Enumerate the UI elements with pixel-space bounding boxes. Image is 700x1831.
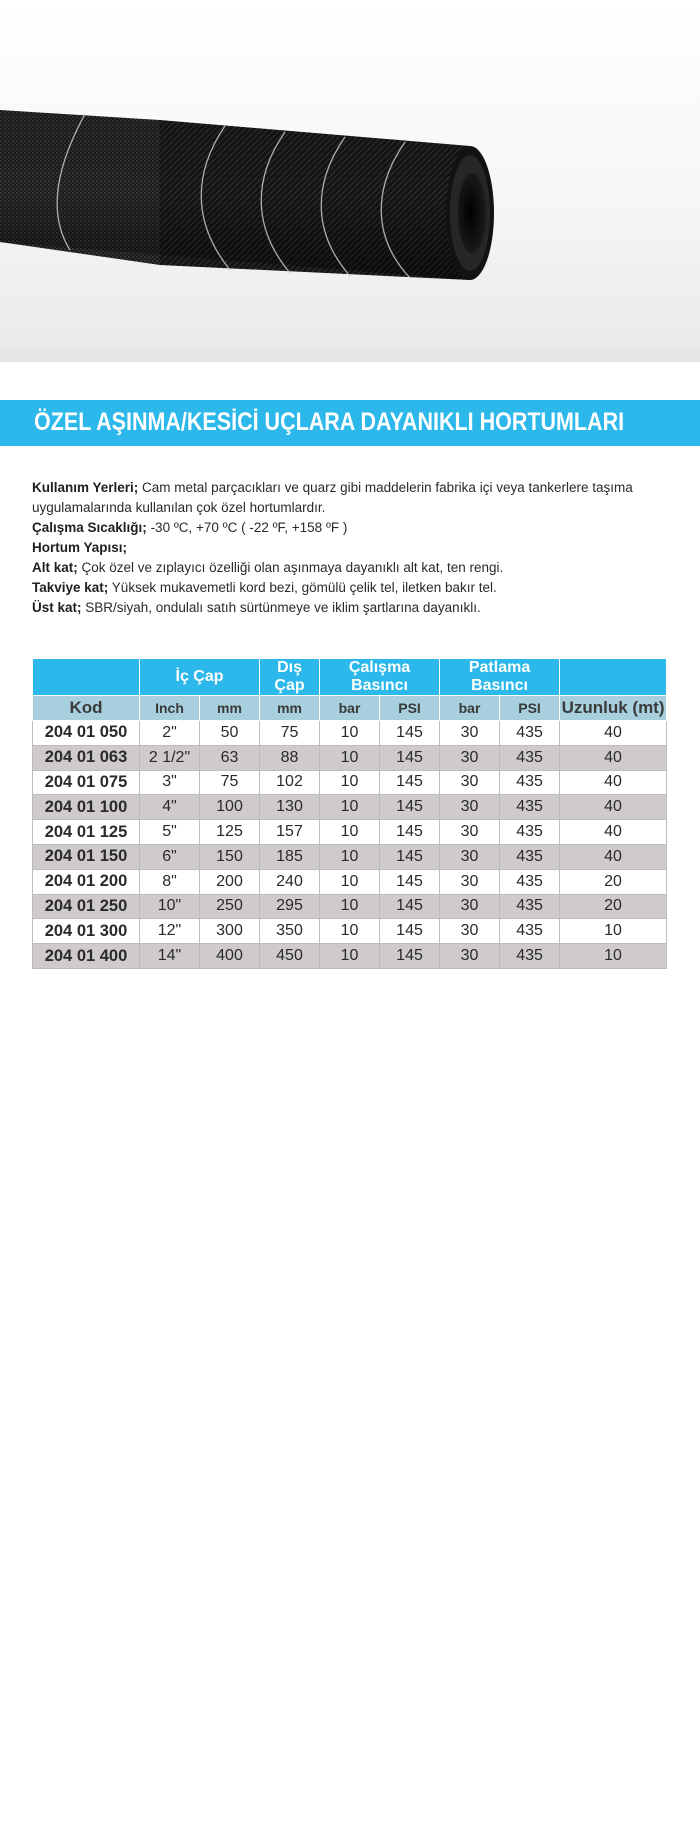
cell-dis: 130	[260, 795, 320, 820]
desc-usage-text: Cam metal parçacıkları ve quarz gibi maddelerin fabrika içi veya tankerlere taşıma uygulamalarında kullanılan çok özel hortumlardır.	[32, 480, 633, 515]
cell-pbar: 30	[440, 820, 500, 845]
subheader-kod: Kod	[33, 696, 140, 721]
desc-inner-layer	[32, 558, 672, 578]
subheader-inch: Inch	[140, 696, 200, 721]
subheader-psi-working: PSI	[380, 696, 440, 721]
header-dis-cap: Dış Çap	[260, 659, 320, 696]
hero-bottom-strip	[0, 350, 700, 362]
cell-inch: 12"	[140, 919, 200, 944]
cell-dis: 102	[260, 770, 320, 795]
cell-inch: 2"	[140, 721, 200, 746]
table-group-header	[33, 659, 667, 696]
cell-kod: 204 01 250	[33, 894, 140, 919]
cell-mm: 250	[200, 894, 260, 919]
cell-ppsi: 435	[500, 820, 560, 845]
desc-structure	[32, 538, 672, 558]
cell-mm: 75	[200, 770, 260, 795]
table-row	[33, 944, 667, 969]
title-banner	[0, 400, 700, 446]
cell-ppsi: 435	[500, 944, 560, 969]
cell-cbar: 10	[320, 770, 380, 795]
cell-cpsi: 145	[380, 919, 440, 944]
cell-mm: 63	[200, 745, 260, 770]
spec-table	[32, 658, 667, 969]
cell-uzunluk: 40	[560, 844, 667, 869]
desc-temperature	[32, 518, 672, 538]
cell-cpsi: 145	[380, 894, 440, 919]
cell-cpsi: 145	[380, 745, 440, 770]
cell-kod: 204 01 125	[33, 820, 140, 845]
table-row	[33, 795, 667, 820]
cell-inch: 8"	[140, 869, 200, 894]
header-empty-right	[560, 659, 667, 696]
cell-mm: 400	[200, 944, 260, 969]
cell-mm: 300	[200, 919, 260, 944]
cell-dis: 157	[260, 820, 320, 845]
table-row	[33, 919, 667, 944]
subheader-mm-outer: mm	[260, 696, 320, 721]
table-row	[33, 745, 667, 770]
subheader-uzunluk: Uzunluk (mt)	[560, 696, 667, 721]
table-row	[33, 894, 667, 919]
cell-inch: 14"	[140, 944, 200, 969]
cell-uzunluk: 40	[560, 795, 667, 820]
cell-ppsi: 435	[500, 745, 560, 770]
cell-cbar: 10	[320, 844, 380, 869]
header-calisma-basinci: Çalışma Basıncı	[320, 659, 440, 696]
cell-pbar: 30	[440, 745, 500, 770]
cell-mm: 150	[200, 844, 260, 869]
product-image	[0, 0, 700, 362]
cell-cbar: 10	[320, 721, 380, 746]
header-ic-cap: İç Çap	[140, 659, 260, 696]
cell-cbar: 10	[320, 820, 380, 845]
table-row	[33, 721, 667, 746]
cell-cpsi: 145	[380, 944, 440, 969]
cell-uzunluk: 40	[560, 745, 667, 770]
cell-inch: 10"	[140, 894, 200, 919]
desc-temperature-label: Çalışma Sıcaklığı;	[32, 520, 147, 535]
desc-inner-layer-text: Çok özel ve zıplayıcı özelliği olan aşınmaya dayanıklı alt kat, ten rengi.	[77, 560, 504, 575]
cell-kod: 204 01 200	[33, 869, 140, 894]
cell-uzunluk: 40	[560, 770, 667, 795]
cell-mm: 50	[200, 721, 260, 746]
table-sub-header	[33, 696, 667, 721]
cell-inch: 4"	[140, 795, 200, 820]
header-patlama-basinci: Patlama Basıncı	[440, 659, 560, 696]
cell-dis: 295	[260, 894, 320, 919]
cell-inch: 3"	[140, 770, 200, 795]
header-empty-left	[33, 659, 140, 696]
cell-uzunluk: 10	[560, 919, 667, 944]
cell-ppsi: 435	[500, 919, 560, 944]
hose-illustration	[0, 80, 700, 300]
cell-kod: 204 01 063	[33, 745, 140, 770]
desc-outer-layer-label: Üst kat;	[32, 600, 82, 615]
cell-cbar: 10	[320, 869, 380, 894]
cell-pbar: 30	[440, 919, 500, 944]
cell-ppsi: 435	[500, 721, 560, 746]
cell-cpsi: 145	[380, 869, 440, 894]
cell-cbar: 10	[320, 745, 380, 770]
desc-reinforcement	[32, 578, 672, 598]
cell-ppsi: 435	[500, 770, 560, 795]
cell-dis: 185	[260, 844, 320, 869]
cell-cpsi: 145	[380, 770, 440, 795]
cell-kod: 204 01 075	[33, 770, 140, 795]
table-row	[33, 820, 667, 845]
cell-uzunluk: 40	[560, 820, 667, 845]
cell-kod: 204 01 400	[33, 944, 140, 969]
desc-outer-layer-text: SBR/siyah, ondulalı satıh sürtünmeye ve iklim şartlarına dayanıklı.	[81, 600, 481, 615]
cell-pbar: 30	[440, 770, 500, 795]
table-row	[33, 844, 667, 869]
cell-pbar: 30	[440, 894, 500, 919]
cell-cpsi: 145	[380, 844, 440, 869]
cell-kod: 204 01 100	[33, 795, 140, 820]
desc-inner-layer-label: Alt kat;	[32, 560, 78, 575]
cell-pbar: 30	[440, 869, 500, 894]
cell-kod: 204 01 300	[33, 919, 140, 944]
cell-ppsi: 435	[500, 844, 560, 869]
cell-mm: 200	[200, 869, 260, 894]
desc-structure-label: Hortum Yapısı;	[32, 540, 128, 555]
desc-temperature-text: -30 ºC, +70 ºC ( -22 ºF, +158 ºF )	[146, 520, 348, 535]
cell-pbar: 30	[440, 721, 500, 746]
subheader-bar-working: bar	[320, 696, 380, 721]
cell-dis: 75	[260, 721, 320, 746]
cell-dis: 88	[260, 745, 320, 770]
cell-uzunluk: 20	[560, 869, 667, 894]
cell-inch: 2 1/2"	[140, 745, 200, 770]
desc-usage	[32, 478, 672, 518]
cell-mm: 125	[200, 820, 260, 845]
table-row	[33, 869, 667, 894]
cell-cbar: 10	[320, 919, 380, 944]
cell-uzunluk: 20	[560, 894, 667, 919]
cell-pbar: 30	[440, 844, 500, 869]
cell-cpsi: 145	[380, 820, 440, 845]
desc-reinforcement-label: Takviye kat;	[32, 580, 109, 595]
cell-ppsi: 435	[500, 869, 560, 894]
cell-cpsi: 145	[380, 721, 440, 746]
desc-reinforcement-text: Yüksek mukavemetli kord bezi, gömülü çelik tel, iletken bakır tel.	[108, 580, 497, 595]
cell-inch: 6"	[140, 844, 200, 869]
cell-cbar: 10	[320, 944, 380, 969]
cell-dis: 450	[260, 944, 320, 969]
subheader-bar-burst: bar	[440, 696, 500, 721]
cell-mm: 100	[200, 795, 260, 820]
cell-inch: 5"	[140, 820, 200, 845]
desc-usage-label: Kullanım Yerleri;	[32, 480, 139, 495]
description-block	[32, 478, 672, 618]
cell-pbar: 30	[440, 944, 500, 969]
table-row	[33, 770, 667, 795]
cell-ppsi: 435	[500, 795, 560, 820]
cell-cpsi: 145	[380, 795, 440, 820]
cell-dis: 240	[260, 869, 320, 894]
cell-ppsi: 435	[500, 894, 560, 919]
cell-cbar: 10	[320, 795, 380, 820]
cell-pbar: 30	[440, 795, 500, 820]
cell-uzunluk: 40	[560, 721, 667, 746]
cell-kod: 204 01 150	[33, 844, 140, 869]
cell-uzunluk: 10	[560, 944, 667, 969]
page-title: ÖZEL AŞINMA/KESİCİ UÇLARA DAYANIKLI HORTUMLARI	[34, 408, 625, 436]
cell-cbar: 10	[320, 894, 380, 919]
cell-kod: 204 01 050	[33, 721, 140, 746]
cell-dis: 350	[260, 919, 320, 944]
subheader-psi-burst: PSI	[500, 696, 560, 721]
desc-outer-layer	[32, 598, 672, 618]
subheader-mm-inner: mm	[200, 696, 260, 721]
